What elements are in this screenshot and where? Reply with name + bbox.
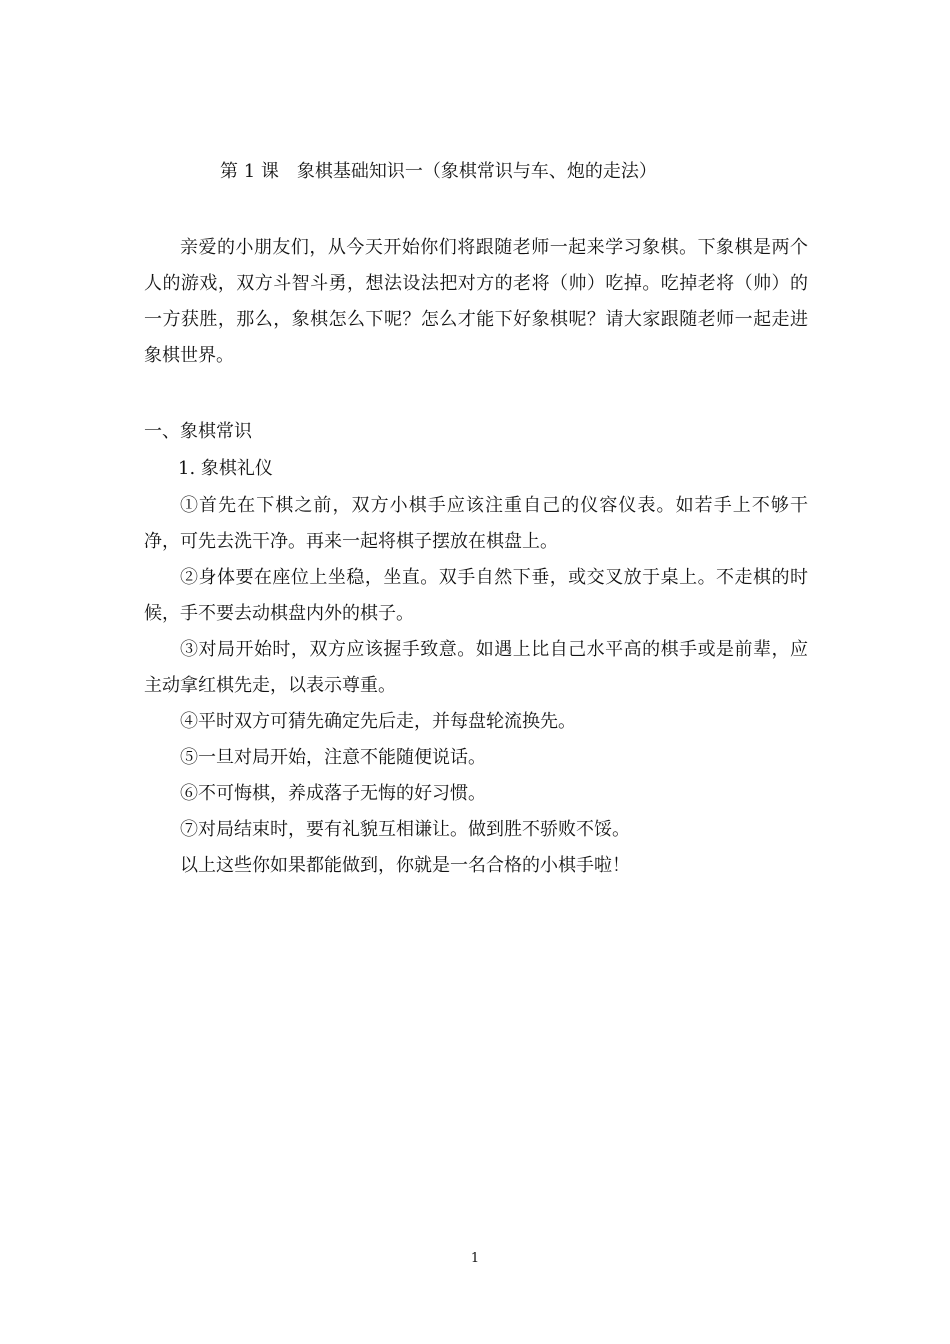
rule-paragraph: ③对局开始时，双方应该握手致意。如遇上比自己水平高的棋手或是前辈，应主动拿红棋先走，以表示尊重。 [144,639,808,696]
rule-paragraph: ⑤一旦对局开始，注意不能随便说话。 [180,747,486,768]
etiquette-rules [144,488,808,884]
rule-paragraph: ⑥不可悔棋，养成落子无悔的好习惯。 [180,783,486,804]
rule-paragraph: ②身体要在座位上坐稳，坐直。双手自然下垂，或交叉放于桌上。不走棋的时候，手不要去动棋盘内外的棋子。 [144,567,808,624]
rule-paragraph: ⑦对局结束时，要有礼貌互相谦让。做到胜不骄败不馁。 [180,819,630,840]
page-number: 1 [470,1251,480,1266]
rule-paragraph: ①首先在下棋之前，双方小棋手应该注重自己的仪容仪表。如若手上不够干净，可先去洗干净。再来一起将棋子摆放在棋盘上。 [144,495,808,552]
section-heading: 一、象棋常识 [144,421,252,442]
rule-paragraph: ④平时双方可猜先确定先后走，并每盘轮流换先。 [180,711,576,732]
sub-heading: 1. 象棋礼仪 [178,458,273,479]
intro-paragraph: 亲爱的小朋友们，从今天开始你们将跟随老师一起来学习象棋。下象棋是两个人的游戏，双方斗智斗勇，想法设法把对方的老将（帅）吃掉。吃掉老将（帅）的一方获胜，那么，象棋怎么下呢？怎么才能下好象棋呢？请大家跟随老师一起走进象棋世界。 [144,237,808,366]
closing-paragraph: 以上这些你如果都能做到，你就是一名合格的小棋手啦！ [180,855,630,876]
lesson-title: 第 1 课 象棋基础知识一（象棋常识与车、炮的走法） [220,161,657,182]
